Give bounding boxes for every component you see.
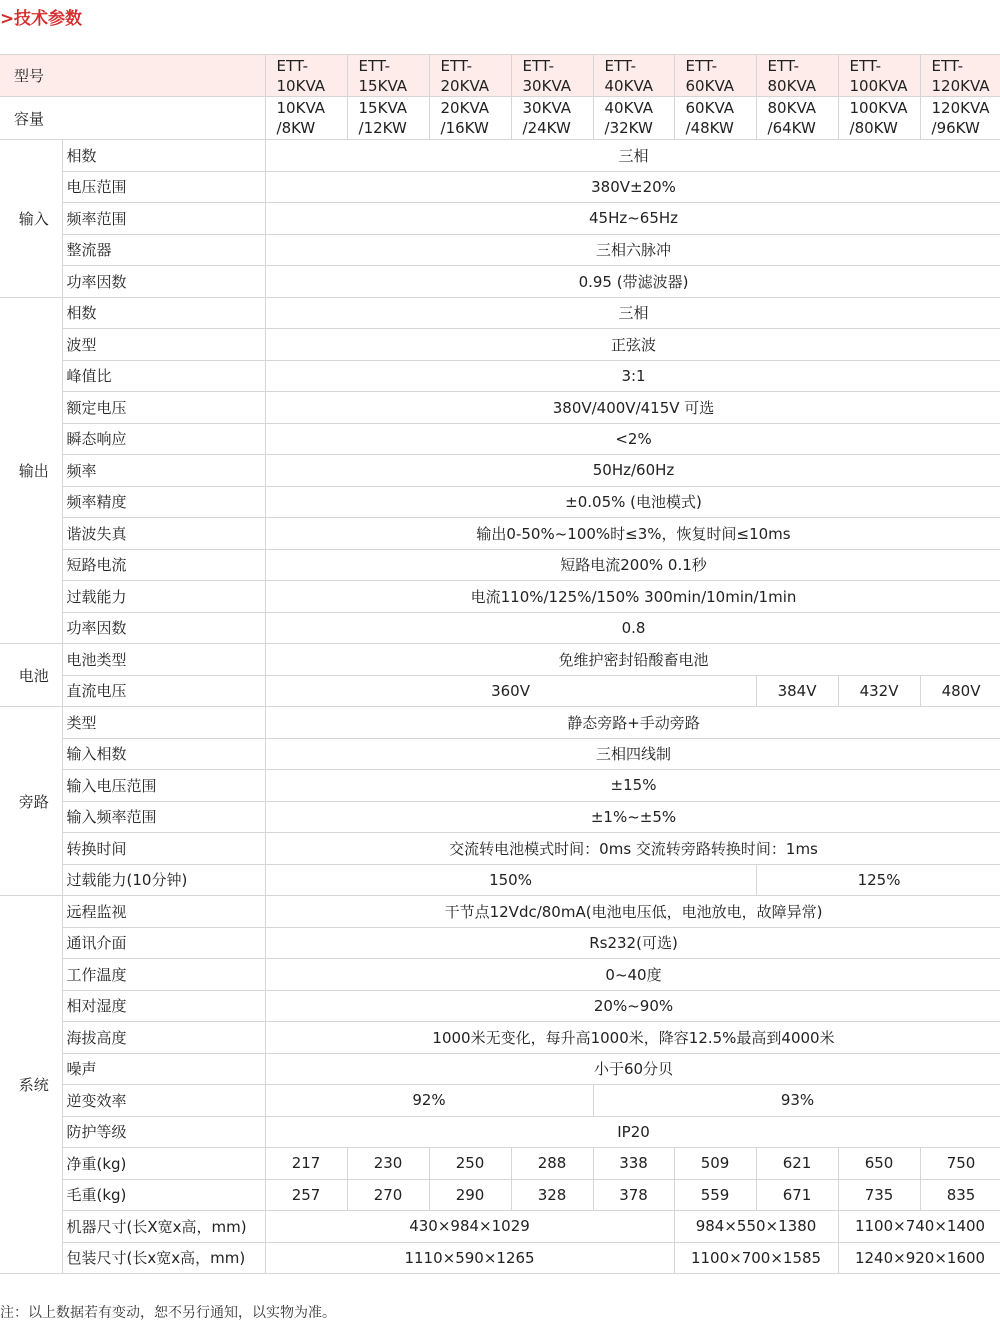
model-cell: ETT- 30KVA [511, 55, 593, 97]
table-row [0, 140, 1000, 172]
system-param-label: 相对湿度 [62, 990, 265, 1022]
input-param-label: 相数 [62, 140, 265, 172]
output-param-value: 3:1 [265, 360, 1000, 392]
table-row [0, 959, 1000, 991]
net-weight-cell: 230 [347, 1148, 429, 1180]
output-param-value: <2% [265, 423, 1000, 455]
input-param-label: 频率范围 [62, 203, 265, 235]
output-param-value: 输出0-50%~100%时≤3%，恢复时间≤10ms [265, 518, 1000, 550]
output-param-value: 50Hz/60Hz [265, 455, 1000, 487]
system-param-label: 海拔高度 [62, 1022, 265, 1054]
output-param-value: 0.8 [265, 612, 1000, 644]
table-row [0, 612, 1000, 644]
bypass-overload-value: 125% [756, 864, 1000, 896]
system-param-label: 噪声 [62, 1053, 265, 1085]
model-cell: ETT- 20KVA [429, 55, 511, 97]
output-param-label: 频率 [62, 455, 265, 487]
bypass-param-value: ±15% [265, 770, 1000, 802]
spec-table [0, 54, 1000, 1274]
gross-weight-cell: 290 [429, 1179, 511, 1211]
chevron-right-icon: > [0, 9, 15, 29]
capacity-cell: 60KVA /48KW [674, 97, 756, 140]
output-param-value: 电流110%/125%/150% 300min/10min/1min [265, 581, 1000, 613]
table-row [0, 581, 1000, 613]
bypass-param-value: 交流转电池模式时间：0ms 交流转旁路转换时间：1ms [265, 833, 1000, 865]
capacity-cell: 30KVA /24KW [511, 97, 593, 140]
section-title-text: 技术参数 [14, 9, 82, 29]
table-row [0, 1179, 1000, 1211]
table-row [0, 990, 1000, 1022]
table-row [0, 234, 1000, 266]
table-row [0, 1053, 1000, 1085]
net-weight-cell: 750 [920, 1148, 1000, 1180]
system-param-value: 0~40度 [265, 959, 1000, 991]
input-param-value: 三相 [265, 140, 1000, 172]
output-param-value: 短路电流200% 0.1秒 [265, 549, 1000, 581]
model-cell: ETT- 100KVA [838, 55, 920, 97]
gross-weight-cell: 735 [838, 1179, 920, 1211]
output-param-label: 短路电流 [62, 549, 265, 581]
gross-weight-cell: 835 [920, 1179, 1000, 1211]
table-row [0, 738, 1000, 770]
net-weight-cell: 509 [674, 1148, 756, 1180]
table-row [0, 266, 1000, 298]
capacity-cell: 80KVA /64KW [756, 97, 838, 140]
capacity-cell: 20KVA /16KW [429, 97, 511, 140]
model-cell: ETT- 120KVA [920, 55, 1000, 97]
model-cell: ETT- 60KVA [674, 55, 756, 97]
protection-label: 防护等级 [62, 1116, 265, 1148]
input-param-value: 45Hz~65Hz [265, 203, 1000, 235]
bypass-param-value: 三相四线制 [265, 738, 1000, 770]
table-row [0, 1022, 1000, 1054]
output-param-label: 谐波失真 [62, 518, 265, 550]
input-param-value: 三相六脉冲 [265, 234, 1000, 266]
bypass-param-label: 类型 [62, 707, 265, 739]
efficiency-value: 93% [593, 1085, 1000, 1117]
table-row [0, 801, 1000, 833]
input-group-label: 输入 [0, 140, 62, 298]
machine-size-value: 984×550×1380 [674, 1211, 838, 1243]
input-param-value: 0.95 (带滤波器) [265, 266, 1000, 298]
net-weight-cell: 288 [511, 1148, 593, 1180]
table-row [0, 203, 1000, 235]
table-row [0, 896, 1000, 928]
capacity-cell: 40KVA /32KW [593, 97, 674, 140]
output-param-value: 三相 [265, 297, 1000, 329]
protection-value: IP20 [265, 1116, 1000, 1148]
net-weight-cell: 621 [756, 1148, 838, 1180]
output-param-value: 正弦波 [265, 329, 1000, 361]
net-weight-label: 净重(kg) [62, 1148, 265, 1180]
machine-size-value: 430×984×1029 [265, 1211, 674, 1243]
output-param-label: 波型 [62, 329, 265, 361]
bypass-overload-value: 150% [265, 864, 756, 896]
battery-type-label: 电池类型 [62, 644, 265, 676]
input-param-label: 功率因数 [62, 266, 265, 298]
net-weight-cell: 338 [593, 1148, 674, 1180]
input-param-label: 电压范围 [62, 171, 265, 203]
gross-weight-cell: 257 [265, 1179, 347, 1211]
bypass-param-label: 输入频率范围 [62, 801, 265, 833]
output-param-label: 峰值比 [62, 360, 265, 392]
table-row [0, 1116, 1000, 1148]
bypass-param-label: 转换时间 [62, 833, 265, 865]
table-row [0, 360, 1000, 392]
net-weight-cell: 650 [838, 1148, 920, 1180]
system-param-label: 远程监视 [62, 896, 265, 928]
table-row [0, 329, 1000, 361]
output-param-label: 频率精度 [62, 486, 265, 518]
table-row [0, 1242, 1000, 1274]
output-param-label: 额定电压 [62, 392, 265, 424]
output-group-label: 输出 [0, 297, 62, 644]
system-param-value: 20%~90% [265, 990, 1000, 1022]
table-row [0, 486, 1000, 518]
package-size-value: 1100×700×1585 [674, 1242, 838, 1274]
table-row [0, 1085, 1000, 1117]
table-row [0, 392, 1000, 424]
capacity-cell: 10KVA /8KW [265, 97, 347, 140]
dc-voltage-label: 直流电压 [62, 675, 265, 707]
model-label: 型号 [0, 55, 265, 97]
dc-voltage-value: 432V [838, 675, 920, 707]
table-row [0, 927, 1000, 959]
table-row [0, 864, 1000, 896]
dc-voltage-value: 384V [756, 675, 838, 707]
dc-voltage-value: 360V [265, 675, 756, 707]
efficiency-value: 92% [265, 1085, 593, 1117]
system-param-label: 通讯介面 [62, 927, 265, 959]
output-param-label: 过载能力 [62, 581, 265, 613]
output-param-label: 相数 [62, 297, 265, 329]
system-param-value: 1000米无变化，每升高1000米，降容12.5%最高到4000米 [265, 1022, 1000, 1054]
table-row [0, 423, 1000, 455]
table-row [0, 770, 1000, 802]
table-row [0, 549, 1000, 581]
net-weight-cell: 217 [265, 1148, 347, 1180]
table-row [0, 644, 1000, 676]
model-cell: ETT- 10KVA [265, 55, 347, 97]
package-size-value: 1110×590×1265 [265, 1242, 674, 1274]
system-param-value: 小于60分贝 [265, 1053, 1000, 1085]
capacity-cell: 100KVA /80KW [838, 97, 920, 140]
battery-type-value: 免维护密封铅酸畜电池 [265, 644, 1000, 676]
footnote: 注：以上数据若有变动，恕不另行通知，以实物为准。 [0, 1305, 336, 1321]
system-param-value: 干节点12Vdc/80mA(电池电压低，电池放电，故障异常) [265, 896, 1000, 928]
bypass-param-value: 静态旁路+手动旁路 [265, 707, 1000, 739]
output-param-label: 功率因数 [62, 612, 265, 644]
dc-voltage-value: 480V [920, 675, 1000, 707]
table-row [0, 297, 1000, 329]
model-cell: ETT- 15KVA [347, 55, 429, 97]
package-size-value: 1240×920×1600 [838, 1242, 1000, 1274]
input-param-label: 整流器 [62, 234, 265, 266]
capacity-cell: 120KVA /96KW [920, 97, 1000, 140]
table-row [0, 455, 1000, 487]
output-param-label: 瞬态响应 [62, 423, 265, 455]
table-row [0, 518, 1000, 550]
bypass-param-label: 输入相数 [62, 738, 265, 770]
model-cell: ETT- 40KVA [593, 55, 674, 97]
table-row [0, 97, 1000, 140]
section-title [0, 6, 82, 32]
gross-weight-cell: 559 [674, 1179, 756, 1211]
net-weight-cell: 250 [429, 1148, 511, 1180]
gross-weight-cell: 671 [756, 1179, 838, 1211]
battery-group-label: 电池 [0, 644, 62, 707]
gross-weight-cell: 270 [347, 1179, 429, 1211]
table-row [0, 1148, 1000, 1180]
model-cell: ETT- 80KVA [756, 55, 838, 97]
system-group-label: 系统 [0, 896, 62, 1274]
capacity-label: 容量 [0, 97, 265, 140]
bypass-overload-label: 过载能力(10分钟) [62, 864, 265, 896]
output-param-value: ±0.05% (电池模式) [265, 486, 1000, 518]
machine-size-label: 机器尺寸(长X宽x高，mm) [62, 1211, 265, 1243]
output-param-value: 380V/400V/415V 可选 [265, 392, 1000, 424]
system-param-label: 工作温度 [62, 959, 265, 991]
input-param-value: 380V±20% [265, 171, 1000, 203]
gross-weight-cell: 378 [593, 1179, 674, 1211]
package-size-label: 包装尺寸(长x宽x高，mm) [62, 1242, 265, 1274]
table-row [0, 1211, 1000, 1243]
table-row [0, 171, 1000, 203]
system-param-value: Rs232(可选) [265, 927, 1000, 959]
machine-size-value: 1100×740×1400 [838, 1211, 1000, 1243]
efficiency-label: 逆变效率 [62, 1085, 265, 1117]
bypass-param-label: 输入电压范围 [62, 770, 265, 802]
table-row [0, 675, 1000, 707]
gross-weight-cell: 328 [511, 1179, 593, 1211]
capacity-cell: 15KVA /12KW [347, 97, 429, 140]
bypass-param-value: ±1%~±5% [265, 801, 1000, 833]
gross-weight-label: 毛重(kg) [62, 1179, 265, 1211]
bypass-group-label: 旁路 [0, 707, 62, 896]
table-row [0, 833, 1000, 865]
table-row [0, 55, 1000, 97]
table-row [0, 707, 1000, 739]
